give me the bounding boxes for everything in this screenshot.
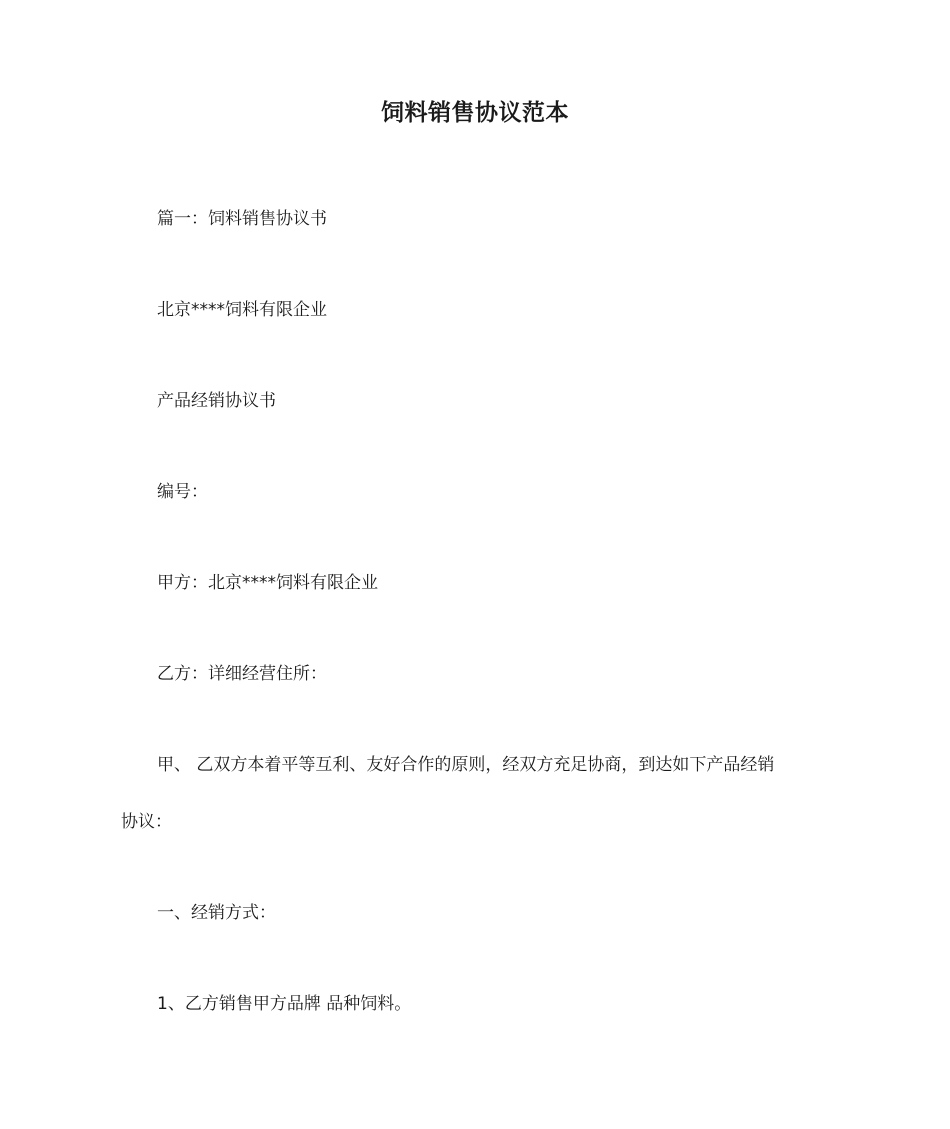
paragraph-company-name: 北京****饲料有限企业 bbox=[157, 300, 327, 320]
paragraph-chapter-heading: 篇一：饲料销售协议书 bbox=[157, 209, 327, 229]
paragraph-serial-number: 编号： bbox=[157, 482, 208, 502]
paragraph-agreement-name: 产品经销协议书 bbox=[157, 391, 276, 411]
section-1-heading: 一、经销方式： bbox=[157, 903, 276, 923]
paragraph-intro-line-1: 甲、 乙双方本着平等互利、友好合作的原则，经双方充足协商，到达如下产品经销 bbox=[157, 755, 775, 775]
paragraph-intro-line-2: 协议： bbox=[121, 812, 172, 832]
paragraph-party-b: 乙方：详细经营住所： bbox=[157, 664, 327, 684]
clause-1: 1、乙方销售甲方品牌 品种饲料。 bbox=[157, 994, 412, 1014]
paragraph-party-a: 甲方：北京****饲料有限企业 bbox=[157, 573, 378, 593]
document-title: 饲料销售协议范本 bbox=[381, 100, 569, 126]
